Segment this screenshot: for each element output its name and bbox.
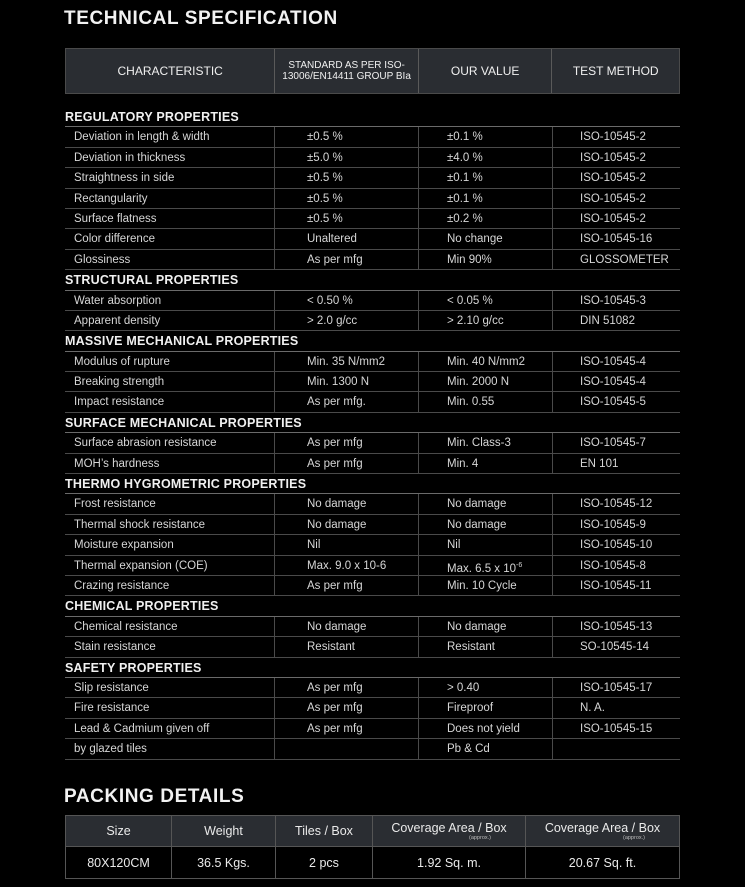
cell-our-value: Min 90% [419, 250, 553, 269]
cell-standard: Min. 1300 N [275, 372, 419, 391]
cell-characteristic: Lead & Cadmium given off [65, 719, 275, 738]
packing-coverage-sqm-value: 1.92 Sq. m. [373, 847, 526, 878]
section-heading: THERMO HYGROMETRIC PROPERTIES [65, 474, 680, 494]
cell-our-value: Resistant [419, 637, 553, 656]
cell-test-method: GLOSSOMETER [580, 253, 669, 266]
cell-standard: Resistant [275, 637, 419, 656]
cell-standard: No damage [275, 617, 419, 636]
section-heading: MASSIVE MECHANICAL PROPERTIES [65, 331, 680, 351]
packing-title: PACKING DETAILS [64, 786, 245, 807]
table-row [65, 617, 680, 637]
cell-test-method: ISO-10545-10 [580, 539, 653, 552]
cell-characteristic: Glossiness [65, 250, 275, 269]
cell-our-value: < 0.05 % [419, 291, 553, 310]
cell-our-value: ±0.2 % [419, 209, 553, 228]
cell-characteristic: Crazing resistance [65, 576, 275, 595]
cell-standard: No damage [275, 515, 419, 534]
packing-header-size: Size [66, 816, 172, 846]
cell-test-method: ISO-10545-2 [580, 192, 646, 205]
page-title: TECHNICAL SPECIFICATION [64, 8, 338, 29]
cell-characteristic: Moisture expansion [65, 535, 275, 554]
table-row [65, 678, 680, 698]
cell-standard: As per mfg [275, 433, 419, 452]
cell-our-value: ±0.1 % [419, 168, 553, 187]
approx-note: (approx.) [622, 835, 645, 841]
cell-characteristic: Breaking strength [65, 372, 275, 391]
cell-standard: ±0.5 % [275, 168, 419, 187]
table-row [65, 637, 680, 657]
cell-test-method: ISO-10545-2 [580, 151, 646, 164]
cell-standard: Nil [275, 535, 419, 554]
cell-standard: ±0.5 % [275, 127, 419, 146]
cell-test-method: ISO-10545-3 [580, 294, 646, 307]
cell-characteristic: Color difference [65, 229, 275, 248]
table-row [65, 392, 680, 412]
cell-test-method: SO-10545-14 [580, 641, 650, 654]
cell-characteristic: Slip resistance [65, 678, 275, 697]
cell-our-value: No damage [419, 617, 553, 636]
cell-test-method: EN 101 [580, 457, 619, 470]
table-row [65, 515, 680, 535]
cell-standard: As per mfg [275, 454, 419, 473]
cell-test-method: ISO-10545-8 [580, 559, 646, 572]
cell-characteristic: Thermal expansion (COE) [65, 556, 275, 575]
header-test-method: TEST METHOD [572, 64, 659, 78]
cell-test-method: ISO-10545-5 [580, 396, 646, 409]
cell-characteristic: Modulus of rupture [65, 352, 275, 371]
table-row [65, 454, 680, 474]
cell-characteristic: Rectangularity [65, 189, 275, 208]
table-row [65, 535, 680, 555]
cell-characteristic: Deviation in thickness [65, 148, 275, 167]
cell-test-method: ISO-10545-2 [580, 212, 646, 225]
cell-characteristic: Deviation in length & width [65, 127, 275, 146]
cell-standard: As per mfg. [275, 392, 419, 411]
cell-our-value: ±4.0 % [419, 148, 553, 167]
header-characteristic: CHARACTERISTIC [66, 49, 275, 93]
section-heading: SAFETY PROPERTIES [65, 658, 680, 678]
cell-our-value: No damage [419, 515, 553, 534]
cell-standard: < 0.50 % [275, 291, 419, 310]
table-row [65, 127, 680, 147]
cell-characteristic: Chemical resistance [65, 617, 275, 636]
cell-our-value: ±0.1 % [419, 127, 553, 146]
section-heading: CHEMICAL PROPERTIES [65, 596, 680, 616]
cell-test-method: ISO-10545-16 [580, 233, 653, 246]
cell-characteristic: Fire resistance [65, 698, 275, 717]
cell-test-method: ISO-10545-11 [580, 579, 652, 592]
section-heading: SURFACE MECHANICAL PROPERTIES [65, 413, 680, 433]
table-row [65, 739, 680, 759]
table-row [65, 352, 680, 372]
cell-our-value: Does not yield [419, 719, 553, 738]
cell-characteristic: Straightness in side [65, 168, 275, 187]
cell-characteristic: Stain resistance [65, 637, 275, 656]
cell-our-value: > 0.40 [419, 678, 553, 697]
cell-test-method: N. A. [580, 702, 605, 715]
table-row [65, 433, 680, 453]
cell-test-method: ISO-10545-4 [580, 355, 646, 368]
header-standard: STANDARD AS PER ISO-13006/EN14411 GROUP BIa [275, 49, 419, 93]
cell-characteristic: Impact resistance [65, 392, 275, 411]
cell-test-method: ISO-10545-4 [580, 376, 646, 389]
cell-our-value: > 2.10 g/cc [419, 311, 553, 330]
table-row [65, 576, 680, 596]
table-row [65, 189, 680, 209]
packing-table [65, 815, 680, 879]
packing-header-coverage-sqm: Coverage Area / Box (approx.) [373, 816, 526, 846]
cell-our-value: Min. 0.55 [419, 392, 553, 411]
cell-standard: Unaltered [275, 229, 419, 248]
packing-weight-value: 36.5 Kgs. [172, 847, 276, 878]
packing-header-tiles: Tiles / Box [276, 816, 373, 846]
cell-standard: ±0.5 % [275, 209, 419, 228]
table-row [65, 229, 680, 249]
table-row [65, 698, 680, 718]
packing-header-weight: Weight [172, 816, 276, 846]
cell-our-value: Min. 4 [419, 454, 553, 473]
cell-characteristic: by glazed tiles [65, 739, 275, 758]
packing-value-row [66, 847, 679, 878]
cell-test-method: ISO-10545-13 [580, 620, 653, 633]
cell-our-value: Pb & Cd [419, 739, 553, 758]
table-row [65, 372, 680, 392]
table-row [65, 494, 680, 514]
table-row [65, 168, 680, 188]
cell-characteristic: Thermal shock resistance [65, 515, 275, 534]
cell-our-value: No damage [419, 494, 553, 513]
table-row [65, 148, 680, 168]
cell-standard: As per mfg [275, 698, 419, 717]
header-our-value: OUR VALUE [419, 49, 553, 93]
table-row [65, 311, 680, 331]
cell-characteristic: Water absorption [65, 291, 275, 310]
cell-test-method: ISO-10545-7 [580, 437, 646, 450]
packing-size-value: 80X120CM [66, 847, 172, 878]
cell-standard [275, 739, 419, 758]
spec-table-header [65, 48, 680, 94]
cell-our-value: ±0.1 % [419, 189, 553, 208]
thermal-value-text: Max. 6.5 x 10 [447, 562, 517, 575]
packing-coverage-sqft-value: 20.67 Sq. ft. [568, 855, 637, 870]
cell-test-method: ISO-10545-15 [580, 722, 653, 735]
cell-standard: As per mfg [275, 250, 419, 269]
cell-characteristic: Surface abrasion resistance [65, 433, 275, 452]
cell-characteristic: MOH’s hardness [65, 454, 275, 473]
cell-standard: As per mfg [275, 576, 419, 595]
cell-standard: No damage [275, 494, 419, 513]
superscript: -6 [516, 561, 523, 569]
cell-standard: Min. 35 N/mm2 [275, 352, 419, 371]
packing-header-row [66, 816, 679, 847]
packing-header-coverage-sqft: Coverage Area / Box (approx.) [544, 821, 661, 841]
cell-test-method [553, 739, 680, 758]
cell-standard: ±5.0 % [275, 148, 419, 167]
cell-our-value: Min. Class-3 [419, 433, 553, 452]
packing-tiles-value: 2 pcs [276, 847, 373, 878]
cell-standard: Max. 9.0 x 10-6 [275, 556, 419, 575]
spec-table-body [65, 107, 680, 760]
cell-standard: As per mfg [275, 678, 419, 697]
table-row [65, 556, 680, 576]
cell-standard: As per mfg [275, 719, 419, 738]
table-row [65, 209, 680, 229]
table-row [65, 291, 680, 311]
table-row [65, 719, 680, 739]
cell-our-value: Min. 10 Cycle [419, 576, 553, 595]
table-row [65, 250, 680, 270]
approx-note: (approx.) [468, 835, 491, 841]
cell-characteristic: Frost resistance [65, 494, 275, 513]
cell-characteristic: Surface flatness [65, 209, 275, 228]
cell-our-value: Min. 2000 N [419, 372, 553, 391]
cell-test-method: DIN 51082 [580, 314, 635, 327]
cell-standard: ±0.5 % [275, 189, 419, 208]
cell-our-value: Min. 40 N/mm2 [419, 352, 553, 371]
section-heading: REGULATORY PROPERTIES [65, 107, 680, 127]
cell-standard: > 2.0 g/cc [275, 311, 419, 330]
cell-test-method: ISO-10545-12 [580, 498, 653, 511]
cell-our-value: Nil [419, 535, 553, 554]
cell-test-method: ISO-10545-2 [580, 131, 646, 144]
cell-test-method: ISO-10545-17 [580, 681, 653, 694]
cell-test-method: ISO-10545-9 [580, 518, 646, 531]
cell-our-value: Fireproof [419, 698, 553, 717]
cell-test-method: ISO-10545-2 [580, 172, 646, 185]
section-heading: STRUCTURAL PROPERTIES [65, 270, 680, 290]
cell-our-value: No change [419, 229, 553, 248]
cell-our-value [419, 556, 553, 575]
cell-characteristic: Apparent density [65, 311, 275, 330]
